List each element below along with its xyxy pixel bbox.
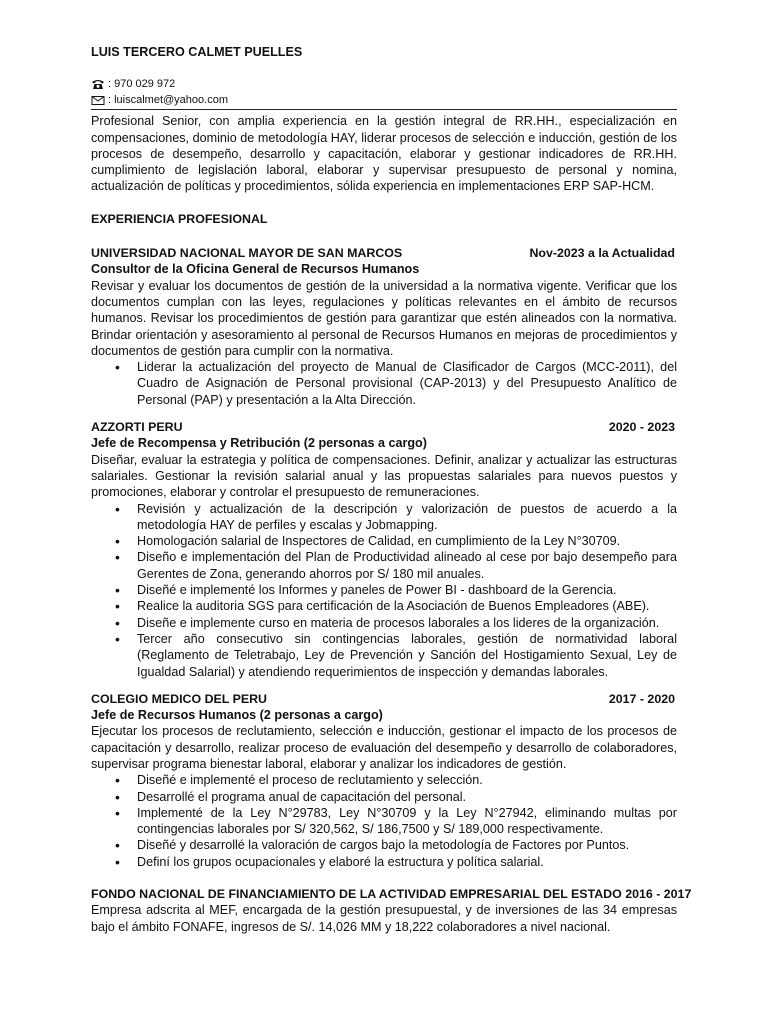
email-address[interactable]: : luiscalmet@yahoo.com <box>108 94 228 107</box>
job-period: 2020 - 2023 <box>608 420 675 435</box>
achievement-text: • Diseñé e implementé los Informes y paneles de Power BI - dashboard de la Gerencia. <box>137 583 617 598</box>
achievement-item <box>137 549 677 582</box>
achievement-text: • Homologación salarial de Inspectores de Calidad, en cumplimiento de la Ley N°30709. <box>137 534 621 549</box>
achievement-item <box>137 598 677 614</box>
achievement-text: • Diseñe e implemente curso en materia de procesos laborales a los lideres de la organización. <box>137 615 660 630</box>
job-company-period: FONDO NACIONAL DE FINANCIAMIENTO DE LA ACTIVIDAD EMPRESARIAL DEL ESTADO 2016 - 2017 <box>91 887 692 902</box>
job-period: Nov-2023 a la Actualidad <box>529 246 675 261</box>
achievement-item <box>137 854 677 870</box>
achievement-item <box>137 805 677 838</box>
job-description: Diseñar, evaluar la estrategia y política de compensaciones. Definir, analizar y actualizar las estructuras salariales. Gestionar la revisión salarial anual y las propuestas salariales para nuevos puestos y promociones, elaborar y controlar el presupuesto de remuneraciones. <box>91 452 677 500</box>
job-period: 2017 - 2020 <box>608 691 675 706</box>
job-description: Ejecutar los procesos de reclutamiento, selección e inducción, gestionar el impacto de los procesos de capacitación y desarrollo, realizar proceso de evaluación del desempeño y desarrollo de colaboradores, supervisar programa bienestar laboral, elaborar y analizar los indicadores de gestión. <box>91 724 677 771</box>
job-entry-fonafe <box>91 886 692 935</box>
professional-summary: Profesional Senior, con amplia experiencia en la gestión integral de RR.HH., especialización en compensaciones, dominio de metodología HAY, liderar procesos de selección e inducción, gestión de los procesos de desempeño, desarrollo y capacitación, elaborar y gestionar indicadores de RR.HH. cumplimiento de legislación laboral, elaborar y supervisar presupuesto de personal y nomina, actualización de políticas y procedimientos, sólida experiencia en implementaciones ERP SAP-HCM. <box>91 114 677 194</box>
achievement-item <box>137 615 677 631</box>
phone-icon <box>91 79 105 90</box>
job-role: Jefe de Recompensa y Retribución (2 personas a cargo) <box>91 436 427 451</box>
achievement-item <box>137 789 677 805</box>
resume-page <box>91 44 692 946</box>
achievement-text: • Realice la auditoria SGS para certificación de la Asociación de Buenos Empleadores (ABE). <box>137 599 650 614</box>
achievement-item <box>137 533 677 549</box>
achievement-item <box>137 772 677 788</box>
achievement-text: • Definí los grupos ocupacionales y elaboré la estructura y política salarial. <box>137 854 544 869</box>
job-description: Empresa adscrita al MEF, encargada de la gestión presupuestal, y de inversiones de las 34 empresas bajo el ámbito FONAFE, ingresos de S/. 14,026 MM y 18,222 colaboradores a nivel nacional. <box>91 903 677 934</box>
achievement-text: • Liderar la actualización del proyecto de Manual de Clasificador de Cargos (MCC-2011), del Cuadro de Asignación de Personal provisional (CAP-2013) y del Presupuesto Analítico de Personal (PAP) y presentación a la Alta Dirección. <box>137 360 677 407</box>
job-entry-azzorti <box>91 419 677 680</box>
achievement-text: • Implementé de la Ley N°29783, Ley N°30709 y la Ley N°27942, eliminando multas por contingencias laborales por S/ 320,562, S/ 186,7500 y S/ 189,000 respectivamente. <box>137 805 677 837</box>
email-line <box>91 92 677 108</box>
job-role: Consultor de la Oficina General de Recursos Humanos <box>91 262 420 277</box>
achievement-text: • Tercer año consecutivo sin contingencias laborales, gestión de normatividad laboral (Reglamento de Teletrabajo, Ley de Prevención y Sanción del Hostigamiento Sexual, Ley de Igualdad Salarial) y atendiendo requerimientos de inspección y demandas laborales. <box>137 631 677 679</box>
job-company: UNIVERSIDAD NACIONAL MAYOR DE SAN MARCOS <box>91 246 403 261</box>
phone-line <box>91 76 677 92</box>
achievement-text: • Desarrollé el programa anual de capacitación del personal. <box>137 789 467 804</box>
job-company: COLEGIO MEDICO DEL PERU <box>91 691 268 706</box>
job-entry-colegio-medico <box>91 691 677 870</box>
job-company: AZZORTI PERU <box>91 420 183 435</box>
achievement-item <box>137 837 677 853</box>
job-entry-unmsm <box>91 245 677 408</box>
job-role: Jefe de Recursos Humanos (2 personas a cargo) <box>91 708 383 723</box>
job-achievements <box>91 772 677 870</box>
achievement-text: • Diseño e implementación del Plan de Productividad alineado al cese por bajo desempeño para Gerentes de Zona, generando ahorros por S/ 180 mil anuales. <box>137 550 677 581</box>
achievement-item <box>137 501 677 534</box>
job-achievements <box>91 359 677 408</box>
job-header <box>91 691 677 707</box>
header-divider <box>91 109 677 110</box>
section-title-experience: EXPERIENCIA PROFESIONAL <box>91 211 268 226</box>
job-description: Revisar y evaluar los documentos de gestión de la universidad a la normativa vigente. Verificar que los documentos cumplan con las leyes, regulaciones y políticas relevantes en el ámbito de recursos humanos. Revisar los procedimientos de gestión para garantizar que estén alineados con la normativa. Brindar orientación y asesoramiento al personal de Recursos Humanos en mejoras de procedimientos y documentos de gestión para cumplir con la normativa. <box>91 278 677 358</box>
achievement-text: • Diseñé y desarrollé la valoración de cargos bajo la metodología de Factores por Puntos. <box>137 838 630 853</box>
job-header <box>91 245 677 261</box>
achievement-item <box>137 359 677 408</box>
achievement-item <box>137 631 677 680</box>
achievement-text: • Diseñé e implementé el proceso de reclutamiento y selección. <box>137 773 483 788</box>
job-header <box>91 419 677 435</box>
phone-number: : 970 029 972 <box>108 78 176 91</box>
candidate-name: LUIS TERCERO CALMET PUELLES <box>91 45 303 59</box>
envelope-icon <box>91 95 105 106</box>
achievement-item <box>137 582 677 598</box>
job-achievements <box>91 501 677 680</box>
achievement-text: • Revisión y actualización de la descripción y valorización de puestos de acuerdo a la metodología HAY de perfiles y escalas y Jobmapping. <box>137 501 677 532</box>
